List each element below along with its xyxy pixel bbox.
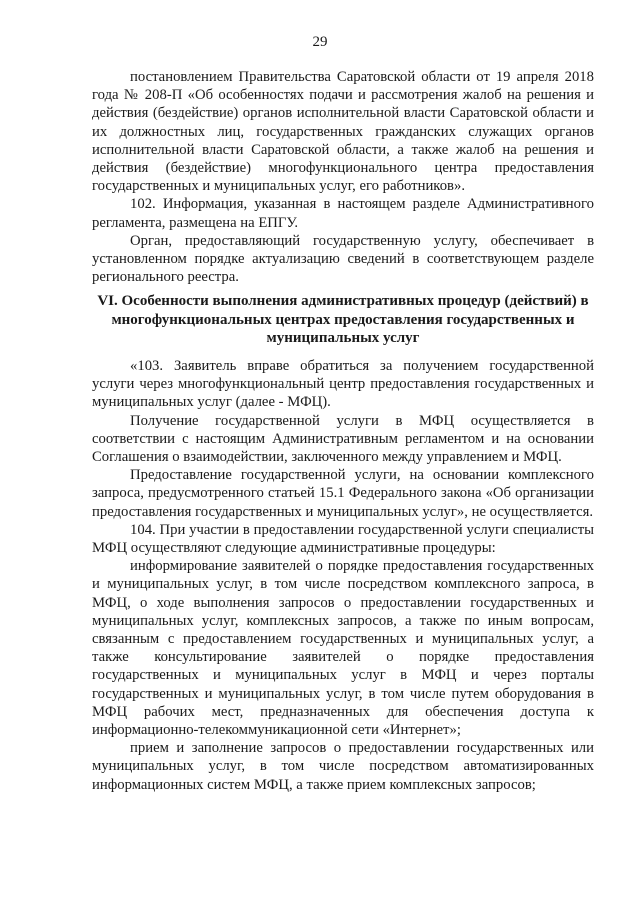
- paragraph-102: 102. Информация, указанная в настоящем разделе Административного регламента, размещена на ЕПГУ.: [92, 196, 594, 231]
- paragraph-organ-registry: Орган, предоставляющий государственную услугу, обеспечивает в установленном порядке актуализацию сведений в соответствующем разделе регионального реестра.: [92, 232, 594, 286]
- paragraph-mfc-receipt: Получение государственной услуги в МФЦ осуществляется в соответствии с настоящим Административным регламентом и на основании Соглашения о взаимодействии, заключенного между управлением и МФЦ.: [92, 412, 594, 466]
- section-heading: VI. Особенности выполнения административных процедур (действий) в многофункциональных центрах предоставления государственных и муниципальных услуг: [97, 293, 589, 346]
- paragraph-103: «103. Заявитель вправе обратиться за получением государственной услуги через многофункциональный центр предоставления государственных и муниципальных услуг (далее - МФЦ).: [92, 358, 594, 411]
- paragraph-104: 104. При участии в предоставлении государственной услуги специалисты МФЦ осуществляют следующие административные процедуры:: [92, 521, 594, 557]
- paragraph-complex-request: Предоставление государственной услуги, на основании комплексного запроса, предусмотренного статьей 15.1 Федерального закона «Об организации предоставления государственных и муниципальных услуг», не осуществляется.: [92, 467, 594, 520]
- top-text-block: [92, 68, 594, 286]
- page-number: 29: [312, 34, 328, 50]
- paragraph-reception: прием и заполнение запросов о предоставлении государственных или муниципальных услуг, в том числе посредством автоматизированных информационных систем МФЦ, а также прием комплексных запросов;: [92, 740, 594, 793]
- bottom-text-block: [92, 357, 594, 794]
- paragraph-informing: информирование заявителей о порядке предоставления государственных и муниципальных услуг, в том числе посредством комплексного запроса, в МФЦ, о ходе выполнения запросов о предоставлении государственных и муниципальных услуг, комплексных запросов, а также по иным вопросам, связанным с предоставлением государственных и муниципальных услуг, а также консультирование заявителей о порядке предоставления государственных и муниципальных услуг в МФЦ и через порталы государственных и муниципальных услуг, в том числе путем оборудования в МФЦ рабочих мест, предназначенных для обеспечения доступа к информационно-телекоммуникационной сети «Интернет»;: [92, 558, 594, 739]
- paragraph-resolution-reference: постановлением Правительства Саратовской области от 19 апреля 2018 года № 208-П «Об особенностях подачи и рассмотрения жалоб на решения и действия (бездействие) органов исполнительной власти Саратовской области и их должностных лиц, государственных гражданских служащих органов исполнительной власти Саратовской области, а также жалоб на решения и действия (бездействие) многофункционального центра предоставления государственных и муниципальных услуг, его работников».: [92, 69, 594, 195]
